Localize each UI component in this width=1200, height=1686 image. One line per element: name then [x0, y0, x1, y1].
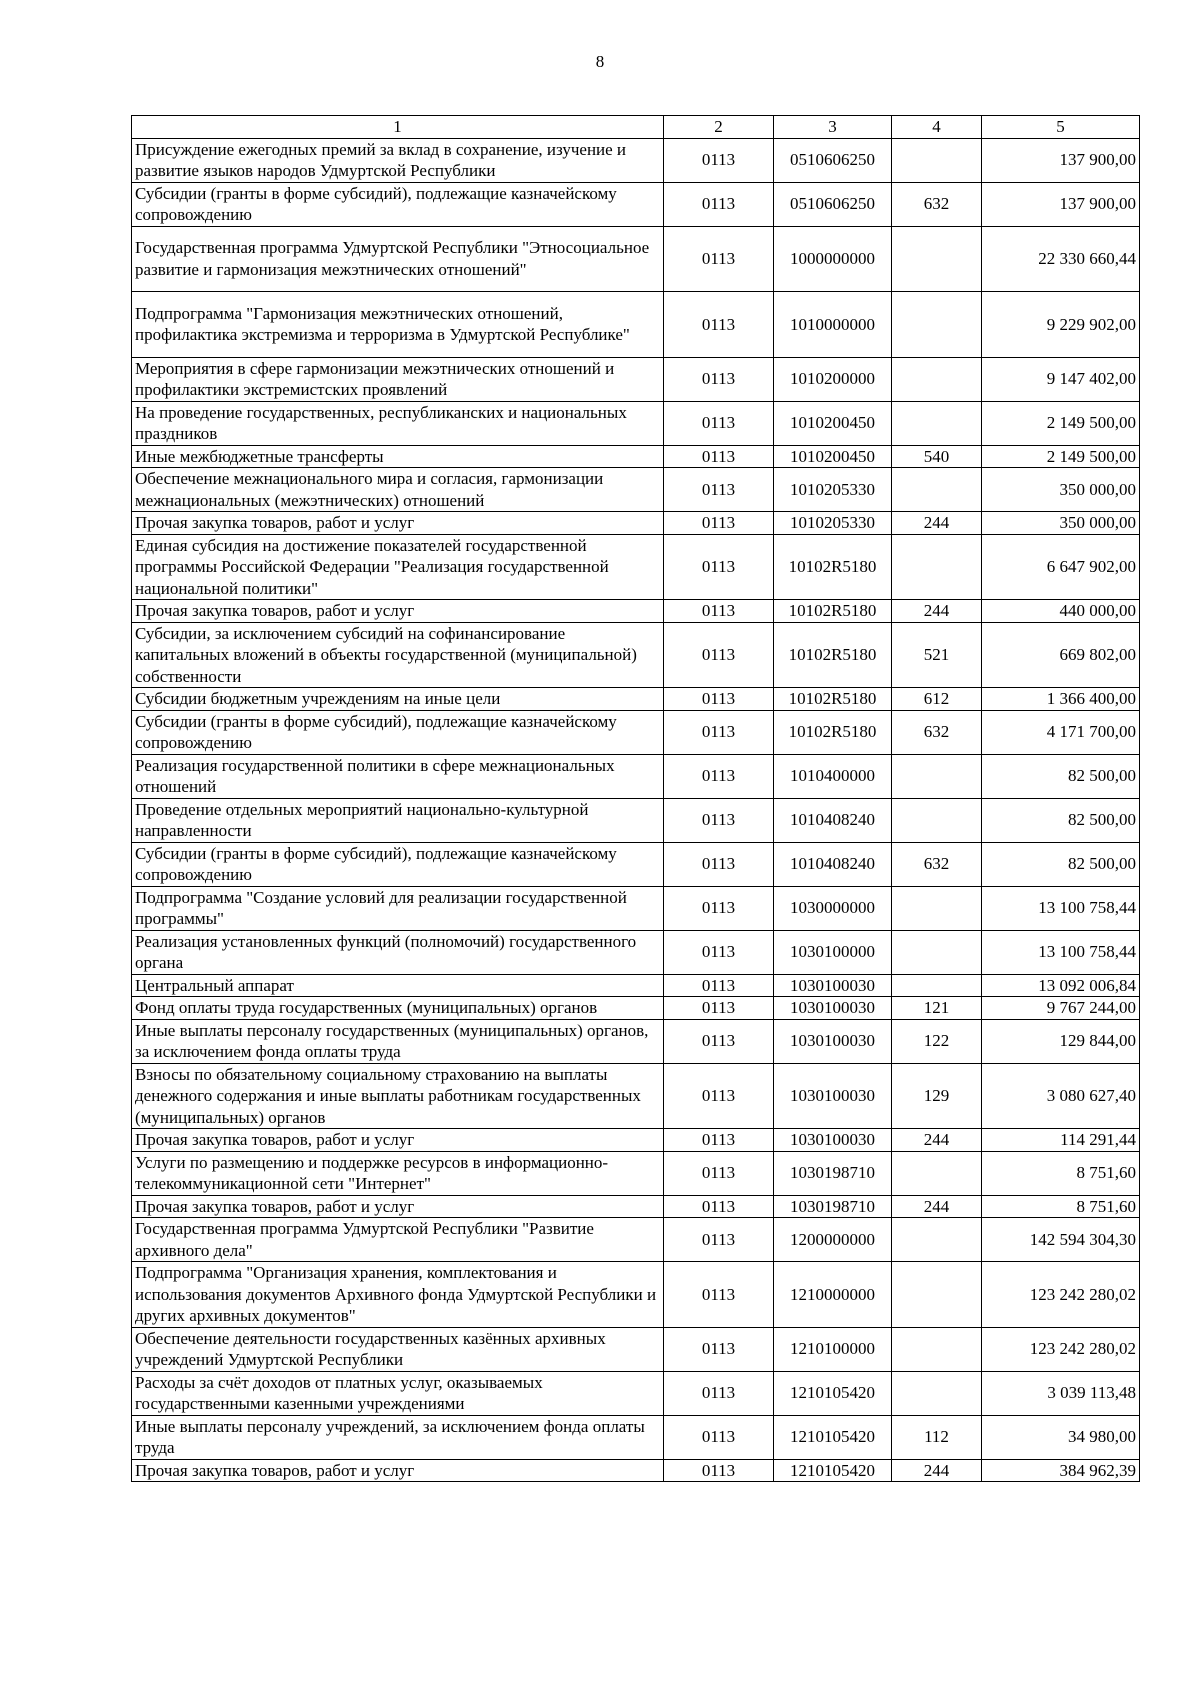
- row-target-code-cell: 10102R5180: [774, 534, 892, 600]
- row-expense-type-cell: [892, 1327, 982, 1371]
- row-expense-type-cell: 244: [892, 1459, 982, 1482]
- row-name-cell: Подпрограмма "Создание условий для реализации государственной программы": [132, 886, 664, 930]
- row-amount-cell: 384 962,39: [982, 1459, 1140, 1482]
- row-section-cell: 0113: [664, 1195, 774, 1218]
- column-header-name: 1: [132, 116, 664, 139]
- row-section-cell: 0113: [664, 138, 774, 182]
- row-expense-type-cell: 122: [892, 1019, 982, 1063]
- table-row: [132, 182, 1140, 226]
- row-amount-cell: 123 242 280,02: [982, 1327, 1140, 1371]
- row-name-cell: Прочая закупка товаров, работ и услуг: [132, 1195, 664, 1218]
- row-amount-cell: 34 980,00: [982, 1415, 1140, 1459]
- row-expense-type-cell: [892, 292, 982, 358]
- row-amount-cell: 350 000,00: [982, 512, 1140, 535]
- row-target-code-cell: 10102R5180: [774, 600, 892, 623]
- row-amount-cell: 82 500,00: [982, 842, 1140, 886]
- table-row: [132, 710, 1140, 754]
- row-amount-cell: 9 229 902,00: [982, 292, 1140, 358]
- table-row: [132, 292, 1140, 358]
- row-expense-type-cell: [892, 930, 982, 974]
- row-section-cell: 0113: [664, 798, 774, 842]
- row-name-cell: Реализация установленных функций (полномочий) государственного органа: [132, 930, 664, 974]
- row-name-cell: Подпрограмма "Организация хранения, комплектования и использования документов Архивного фонда Удмуртской Республики и других архивных документов": [132, 1262, 664, 1328]
- row-expense-type-cell: 540: [892, 445, 982, 468]
- table-row: [132, 1063, 1140, 1129]
- row-name-cell: Фонд оплаты труда государственных (муниципальных) органов: [132, 997, 664, 1020]
- row-target-code-cell: 0510606250: [774, 182, 892, 226]
- row-amount-cell: 2 149 500,00: [982, 401, 1140, 445]
- row-target-code-cell: 1030198710: [774, 1195, 892, 1218]
- row-target-code-cell: 1030100030: [774, 1129, 892, 1152]
- row-name-cell: Взносы по обязательному социальному страхованию на выплаты денежного содержания и иные выплаты работникам государственных (муниципальных) органов: [132, 1063, 664, 1129]
- row-amount-cell: 129 844,00: [982, 1019, 1140, 1063]
- row-amount-cell: 669 802,00: [982, 622, 1140, 688]
- row-name-cell: Обеспечение межнационального мира и согласия, гармонизации межнациональных (межэтнических) отношений: [132, 468, 664, 512]
- row-expense-type-cell: [892, 754, 982, 798]
- row-section-cell: 0113: [664, 1327, 774, 1371]
- row-expense-type-cell: 129: [892, 1063, 982, 1129]
- header-row: [132, 116, 1140, 139]
- table-row: [132, 798, 1140, 842]
- row-section-cell: 0113: [664, 468, 774, 512]
- row-target-code-cell: 1030100030: [774, 997, 892, 1020]
- row-expense-type-cell: [892, 974, 982, 997]
- row-name-cell: Иные выплаты персоналу учреждений, за исключением фонда оплаты труда: [132, 1415, 664, 1459]
- row-amount-cell: 82 500,00: [982, 798, 1140, 842]
- row-amount-cell: 2 149 500,00: [982, 445, 1140, 468]
- table-body: [132, 138, 1140, 1482]
- column-header-expense-type: 4: [892, 116, 982, 139]
- row-target-code-cell: 1210100000: [774, 1327, 892, 1371]
- row-section-cell: 0113: [664, 357, 774, 401]
- row-expense-type-cell: [892, 534, 982, 600]
- row-expense-type-cell: [892, 1262, 982, 1328]
- row-section-cell: 0113: [664, 754, 774, 798]
- table-row: [132, 445, 1140, 468]
- table-row: [132, 1327, 1140, 1371]
- row-name-cell: Субсидии бюджетным учреждениям на иные цели: [132, 688, 664, 711]
- table-row: [132, 1371, 1140, 1415]
- row-expense-type-cell: [892, 357, 982, 401]
- row-target-code-cell: 1030100030: [774, 1019, 892, 1063]
- row-expense-type-cell: 112: [892, 1415, 982, 1459]
- row-name-cell: Субсидии (гранты в форме субсидий), подлежащие казначейскому сопровождению: [132, 842, 664, 886]
- table-row: [132, 401, 1140, 445]
- row-section-cell: 0113: [664, 600, 774, 623]
- row-expense-type-cell: 121: [892, 997, 982, 1020]
- table-row: [132, 1019, 1140, 1063]
- row-section-cell: 0113: [664, 401, 774, 445]
- row-expense-type-cell: 632: [892, 710, 982, 754]
- table-row: [132, 357, 1140, 401]
- column-header-target: 3: [774, 116, 892, 139]
- row-target-code-cell: 1010200000: [774, 357, 892, 401]
- row-expense-type-cell: 632: [892, 182, 982, 226]
- row-target-code-cell: 1200000000: [774, 1218, 892, 1262]
- row-target-code-cell: 1010205330: [774, 468, 892, 512]
- table-row: [132, 622, 1140, 688]
- row-section-cell: 0113: [664, 842, 774, 886]
- row-target-code-cell: 1030100030: [774, 1063, 892, 1129]
- row-expense-type-cell: 244: [892, 512, 982, 535]
- table-row: [132, 1195, 1140, 1218]
- row-target-code-cell: 1210000000: [774, 1262, 892, 1328]
- table-row: [132, 997, 1140, 1020]
- row-expense-type-cell: 632: [892, 842, 982, 886]
- row-name-cell: Прочая закупка товаров, работ и услуг: [132, 600, 664, 623]
- row-section-cell: 0113: [664, 445, 774, 468]
- table-header: [132, 116, 1140, 139]
- table-row: [132, 974, 1140, 997]
- row-section-cell: 0113: [664, 930, 774, 974]
- row-target-code-cell: 1010205330: [774, 512, 892, 535]
- row-amount-cell: 13 100 758,44: [982, 886, 1140, 930]
- row-section-cell: 0113: [664, 1063, 774, 1129]
- row-amount-cell: 142 594 304,30: [982, 1218, 1140, 1262]
- row-name-cell: Субсидии (гранты в форме субсидий), подлежащие казначейскому сопровождению: [132, 710, 664, 754]
- table-row: [132, 930, 1140, 974]
- table-row: [132, 1262, 1140, 1328]
- row-expense-type-cell: [892, 886, 982, 930]
- table-row: [132, 1459, 1140, 1482]
- row-target-code-cell: 0510606250: [774, 138, 892, 182]
- row-target-code-cell: 1010408240: [774, 798, 892, 842]
- row-amount-cell: 4 171 700,00: [982, 710, 1140, 754]
- row-target-code-cell: 1030100030: [774, 974, 892, 997]
- row-target-code-cell: 1210105420: [774, 1371, 892, 1415]
- row-name-cell: Услуги по размещению и поддержке ресурсов в информационно-телекоммуникационной сети "Интернет": [132, 1151, 664, 1195]
- row-target-code-cell: 1210105420: [774, 1459, 892, 1482]
- table-row: [132, 842, 1140, 886]
- column-header-amount: 5: [982, 116, 1140, 139]
- row-expense-type-cell: [892, 1151, 982, 1195]
- row-section-cell: 0113: [664, 512, 774, 535]
- row-section-cell: 0113: [664, 886, 774, 930]
- table-row: [132, 688, 1140, 711]
- row-amount-cell: 350 000,00: [982, 468, 1140, 512]
- row-section-cell: 0113: [664, 1262, 774, 1328]
- row-amount-cell: 9 147 402,00: [982, 357, 1140, 401]
- row-section-cell: 0113: [664, 1415, 774, 1459]
- row-amount-cell: 137 900,00: [982, 138, 1140, 182]
- row-expense-type-cell: [892, 798, 982, 842]
- row-amount-cell: 3 039 113,48: [982, 1371, 1140, 1415]
- row-amount-cell: 114 291,44: [982, 1129, 1140, 1152]
- table-row: [132, 600, 1140, 623]
- row-name-cell: Иные межбюджетные трансферты: [132, 445, 664, 468]
- row-name-cell: Государственная программа Удмуртской Республики "Этносоциальное развитие и гармонизация межэтнических отношений": [132, 226, 664, 292]
- row-target-code-cell: 1030100000: [774, 930, 892, 974]
- table-row: [132, 138, 1140, 182]
- row-amount-cell: 3 080 627,40: [982, 1063, 1140, 1129]
- row-amount-cell: 123 242 280,02: [982, 1262, 1140, 1328]
- row-name-cell: Мероприятия в сфере гармонизации межэтнических отношений и профилактики экстремистских проявлений: [132, 357, 664, 401]
- row-expense-type-cell: 612: [892, 688, 982, 711]
- row-amount-cell: 13 092 006,84: [982, 974, 1140, 997]
- row-expense-type-cell: 244: [892, 600, 982, 623]
- row-name-cell: Проведение отдельных мероприятий национально-культурной направленности: [132, 798, 664, 842]
- row-expense-type-cell: 244: [892, 1129, 982, 1152]
- row-amount-cell: 82 500,00: [982, 754, 1140, 798]
- row-target-code-cell: 1210105420: [774, 1415, 892, 1459]
- row-name-cell: Центральный аппарат: [132, 974, 664, 997]
- row-target-code-cell: 1010408240: [774, 842, 892, 886]
- row-name-cell: Реализация государственной политики в сфере межнациональных отношений: [132, 754, 664, 798]
- table-row: [132, 226, 1140, 292]
- row-amount-cell: 8 751,60: [982, 1151, 1140, 1195]
- row-target-code-cell: 1030000000: [774, 886, 892, 930]
- row-target-code-cell: 10102R5180: [774, 710, 892, 754]
- row-section-cell: 0113: [664, 226, 774, 292]
- row-section-cell: 0113: [664, 1129, 774, 1152]
- row-target-code-cell: 1010400000: [774, 754, 892, 798]
- table-row: [132, 468, 1140, 512]
- row-name-cell: Иные выплаты персоналу государственных (муниципальных) органов, за исключением фонда оплаты труда: [132, 1019, 664, 1063]
- row-expense-type-cell: [892, 1371, 982, 1415]
- row-amount-cell: 1 366 400,00: [982, 688, 1140, 711]
- row-section-cell: 0113: [664, 710, 774, 754]
- row-section-cell: 0113: [664, 1019, 774, 1063]
- table-row: [132, 1129, 1140, 1152]
- row-target-code-cell: 1010200450: [774, 401, 892, 445]
- row-target-code-cell: 10102R5180: [774, 688, 892, 711]
- row-section-cell: 0113: [664, 997, 774, 1020]
- row-amount-cell: 440 000,00: [982, 600, 1140, 623]
- row-section-cell: 0113: [664, 1218, 774, 1262]
- row-section-cell: 0113: [664, 534, 774, 600]
- table-row: [132, 1415, 1140, 1459]
- row-target-code-cell: 1010200450: [774, 445, 892, 468]
- row-expense-type-cell: [892, 468, 982, 512]
- row-section-cell: 0113: [664, 1151, 774, 1195]
- table-row: [132, 1151, 1140, 1195]
- row-section-cell: 0113: [664, 622, 774, 688]
- row-section-cell: 0113: [664, 1459, 774, 1482]
- row-section-cell: 0113: [664, 974, 774, 997]
- row-target-code-cell: 1010000000: [774, 292, 892, 358]
- row-name-cell: Прочая закупка товаров, работ и услуг: [132, 1459, 664, 1482]
- row-name-cell: Расходы за счёт доходов от платных услуг, оказываемых государственными казенными учреждениями: [132, 1371, 664, 1415]
- row-name-cell: Прочая закупка товаров, работ и услуг: [132, 512, 664, 535]
- row-expense-type-cell: [892, 138, 982, 182]
- row-amount-cell: 8 751,60: [982, 1195, 1140, 1218]
- row-name-cell: На проведение государственных, республиканских и национальных праздников: [132, 401, 664, 445]
- row-expense-type-cell: [892, 226, 982, 292]
- page-number: 8: [595, 52, 605, 71]
- row-expense-type-cell: [892, 401, 982, 445]
- row-name-cell: Присуждение ежегодных премий за вклад в сохранение, изучение и развитие языков народов Удмуртской Республики: [132, 138, 664, 182]
- row-name-cell: Субсидии, за исключением субсидий на софинансирование капитальных вложений в объекты государственной (муниципальной) собственности: [132, 622, 664, 688]
- row-amount-cell: 13 100 758,44: [982, 930, 1140, 974]
- row-section-cell: 0113: [664, 182, 774, 226]
- budget-table: [131, 115, 1140, 1482]
- row-expense-type-cell: [892, 1218, 982, 1262]
- row-target-code-cell: 1000000000: [774, 226, 892, 292]
- row-section-cell: 0113: [664, 292, 774, 358]
- row-name-cell: Прочая закупка товаров, работ и услуг: [132, 1129, 664, 1152]
- row-section-cell: 0113: [664, 688, 774, 711]
- row-name-cell: Субсидии (гранты в форме субсидий), подлежащие казначейскому сопровождению: [132, 182, 664, 226]
- table-row: [132, 1218, 1140, 1262]
- row-name-cell: Обеспечение деятельности государственных казённых архивных учреждений Удмуртской Республики: [132, 1327, 664, 1371]
- row-section-cell: 0113: [664, 1371, 774, 1415]
- row-amount-cell: 9 767 244,00: [982, 997, 1140, 1020]
- row-target-code-cell: 1030198710: [774, 1151, 892, 1195]
- row-amount-cell: 6 647 902,00: [982, 534, 1140, 600]
- row-expense-type-cell: 521: [892, 622, 982, 688]
- row-expense-type-cell: 244: [892, 1195, 982, 1218]
- table-row: [132, 534, 1140, 600]
- table-row: [132, 512, 1140, 535]
- table-row: [132, 886, 1140, 930]
- row-amount-cell: 137 900,00: [982, 182, 1140, 226]
- row-name-cell: Подпрограмма "Гармонизация межэтнических отношений, профилактика экстремизма и терроризма в Удмуртской Республике": [132, 292, 664, 358]
- row-target-code-cell: 10102R5180: [774, 622, 892, 688]
- row-amount-cell: 22 330 660,44: [982, 226, 1140, 292]
- table-row: [132, 754, 1140, 798]
- column-header-section: 2: [664, 116, 774, 139]
- row-name-cell: Единая субсидия на достижение показателей государственной программы Российской Федерации "Реализация государственной национальной политики": [132, 534, 664, 600]
- row-name-cell: Государственная программа Удмуртской Республики "Развитие архивного дела": [132, 1218, 664, 1262]
